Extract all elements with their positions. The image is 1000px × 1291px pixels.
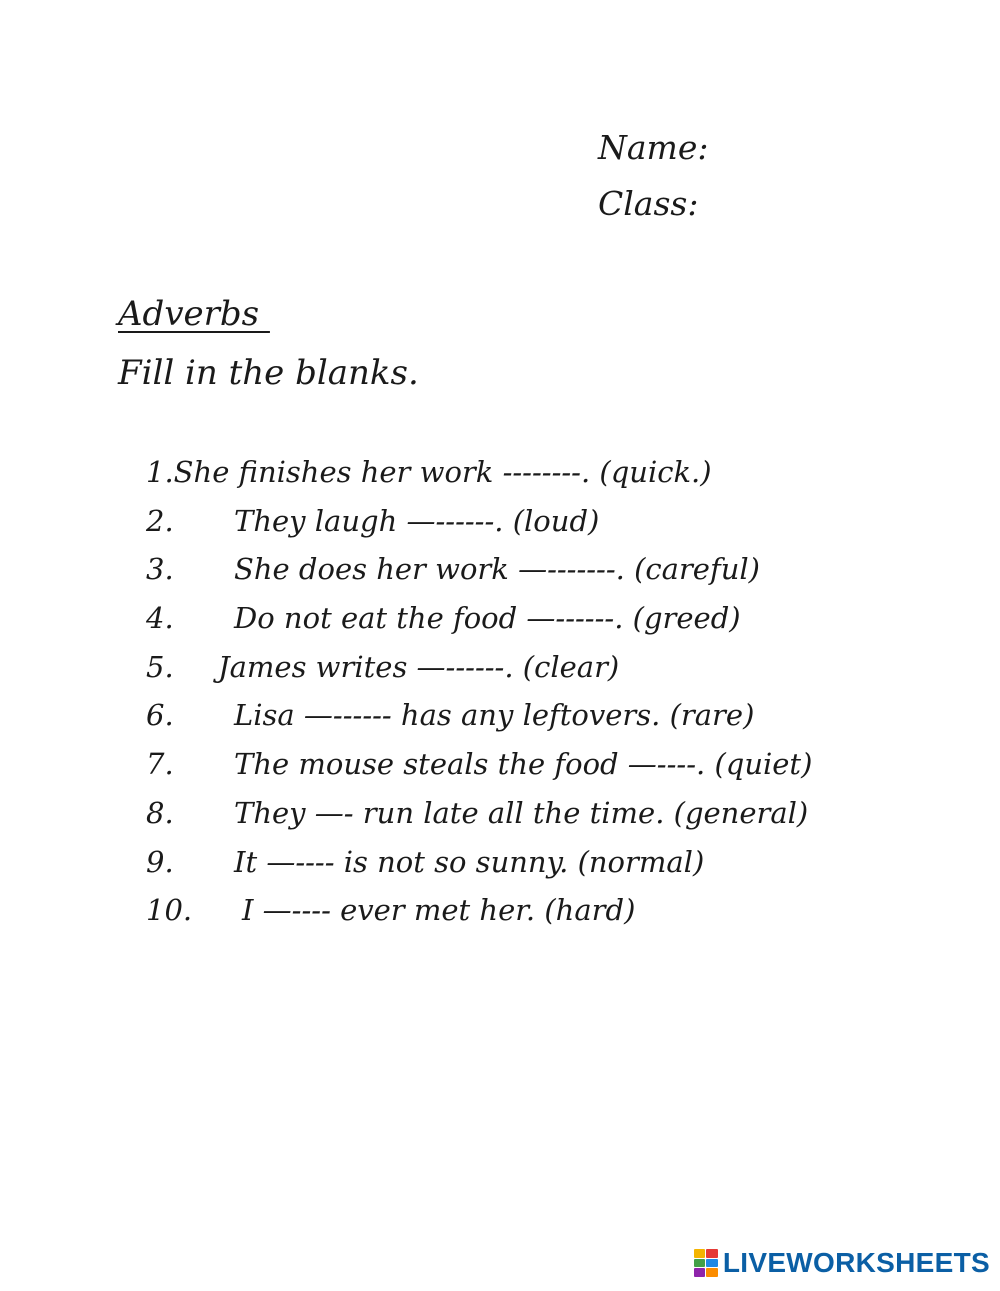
student-info	[598, 120, 709, 232]
question-number: 6.	[146, 698, 174, 733]
question-number: 8.	[146, 795, 174, 830]
question-item	[146, 448, 906, 497]
question-item	[146, 886, 906, 935]
question-text: It —---- is not so sunny. (normal)	[234, 844, 705, 879]
question-item	[146, 545, 906, 594]
logo-block	[694, 1249, 706, 1258]
question-text: She does her work —-------. (careful)	[234, 552, 760, 587]
question-item	[146, 691, 906, 740]
logo-block	[706, 1259, 718, 1268]
question-item	[146, 643, 906, 692]
question-item	[146, 594, 906, 643]
question-item	[146, 789, 906, 838]
name-label: Name:	[598, 128, 709, 167]
liveworksheets-logo-icon	[694, 1249, 718, 1277]
question-number: 2.	[146, 503, 174, 538]
question-number: 9.	[146, 844, 174, 879]
question-number: 4.	[146, 601, 174, 636]
class-label: Class:	[598, 184, 699, 223]
question-number: 1.	[146, 455, 174, 489]
question-number: 10.	[146, 893, 193, 928]
question-text: I —---- ever met her. (hard)	[242, 893, 636, 928]
logo-block	[706, 1268, 718, 1277]
question-item	[146, 497, 906, 546]
instruction-text: Fill in the blanks.	[118, 353, 419, 393]
question-text: They —- run late all the time. (general)	[234, 795, 809, 830]
logo-text: LIVEWORKSHEETS	[722, 1247, 990, 1278]
question-item	[146, 838, 906, 887]
liveworksheets-logo	[694, 1247, 990, 1279]
question-number: 3.	[146, 552, 174, 587]
worksheet-title: Adverbs	[118, 294, 270, 334]
question-number: 5.	[146, 649, 174, 684]
question-text: Lisa —------ has any leftovers. (rare)	[234, 698, 755, 733]
question-number: 7.	[146, 747, 174, 782]
question-text: The mouse steals the food —----. (quiet)	[234, 747, 813, 782]
logo-block	[706, 1249, 718, 1258]
question-item	[146, 740, 906, 789]
logo-block	[694, 1268, 706, 1277]
question-text: Do not eat the food —------. (greed)	[234, 601, 741, 636]
question-text: James writes —------. (clear)	[218, 649, 620, 684]
logo-block	[694, 1259, 706, 1268]
question-text: She finishes her work --------. (quick.)	[173, 455, 712, 489]
question-list	[146, 448, 906, 935]
question-text: They laugh —------. (loud)	[234, 503, 600, 538]
